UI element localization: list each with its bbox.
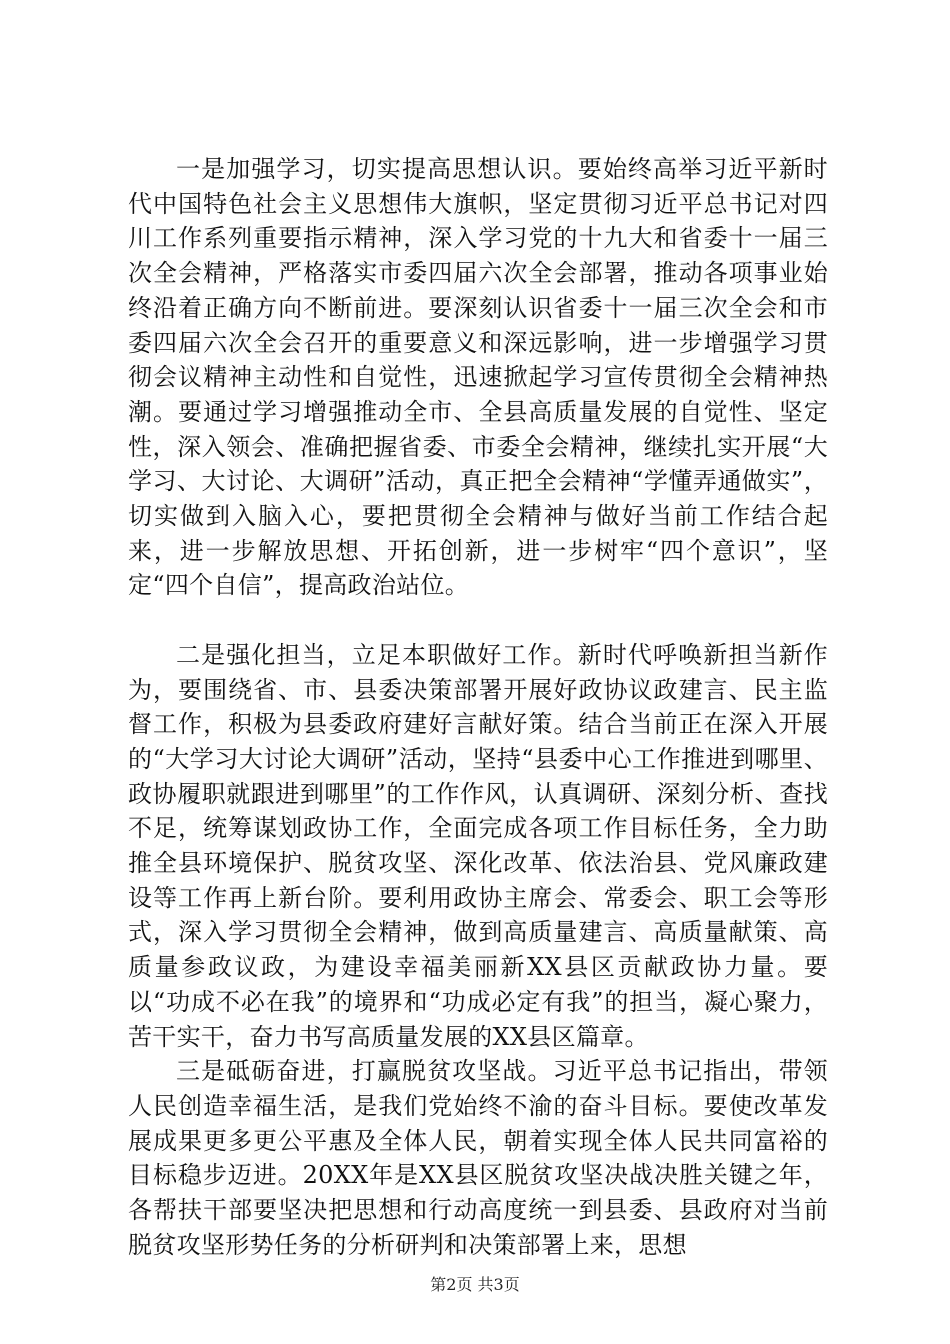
page-number-footer: 第2页 共3页 [430, 1275, 520, 1294]
paragraph-1: 一是加强学习，切实提高思想认识。要始终高举习近平新时代中国特色社会主义思想伟大旗帜，坚定贯彻习近平总书记对四川工作系列重要指示精神，深入学习党的十九大和省委十一届三次全会精神，严格落实市委四届六次全会部署，推动各项事业始终沿着正确方向不断前进。要深刻认识省委十一届三次全会和市委四届六次全会召开的重要意义和深远影响，进一步增强学习贯彻会议精神主动性和自觉性，迅速掀起学习宣传贯彻全会精神热潮。要通过学习增强推动全市、全县高质量发展的自觉性、坚定性，深入领会、准确把握省委、市委全会精神，继续扎实开展“大学习、大讨论、大调研”活动，真正把全会精神“学懂弄通做实”，切实做到入脑入心，要把贯彻全会精神与做好当前工作结合起来，进一步解放思想、开拓创新，进一步树牢“四个意识”，坚定“四个自信”，提高政治站位。 [128, 155, 828, 600]
paragraph-2: 二是强化担当，立足本职做好工作。新时代呼唤新担当新作为，要围绕省、市、县委决策部署开展好政协议政建言、民主监督工作，积极为县委政府建好言献好策。结合当前正在深入开展的“大学习大讨论大调研”活动，坚持“县委中心工作推进到哪里、政协履职就跟进到哪里”的工作作风，认真调研、深刻分析、查找不足，统筹谋划政协工作，全面完成各项工作目标任务，全力助推全县环境保护、脱贫攻坚、深化改革、依法治县、党风廉政建设等工作再上新台阶。要利用政协主席会、常委会、职工会等形式，深入学习贯彻全会精神，做到高质量建言、高质量献策、高质量参政议政，为建设幸福美丽新XX县区贡献政协力量。要以“功成不必在我”的境界和“功成必定有我”的担当，凝心聚力，苦干实干，奋力书写高质量发展的XX县区篇章。 [128, 640, 828, 1051]
paragraph-3: 三是砥砺奋进，打赢脱贫攻坚战。习近平总书记指出，带领人民创造幸福生活，是我们党始终不渝的奋斗目标。要使改革发展成果更多更公平惠及全体人民，朝着实现全体人民共同富裕的目标稳步迈进。20XX年是XX县区脱贫攻坚决战决胜关键之年，各帮扶干部要坚决把思想和行动高度统一到县委、县政府对当前脱贫攻坚形势任务的分析研判和决策部署上来，思想 [128, 1057, 828, 1259]
document-body [128, 152, 828, 1262]
